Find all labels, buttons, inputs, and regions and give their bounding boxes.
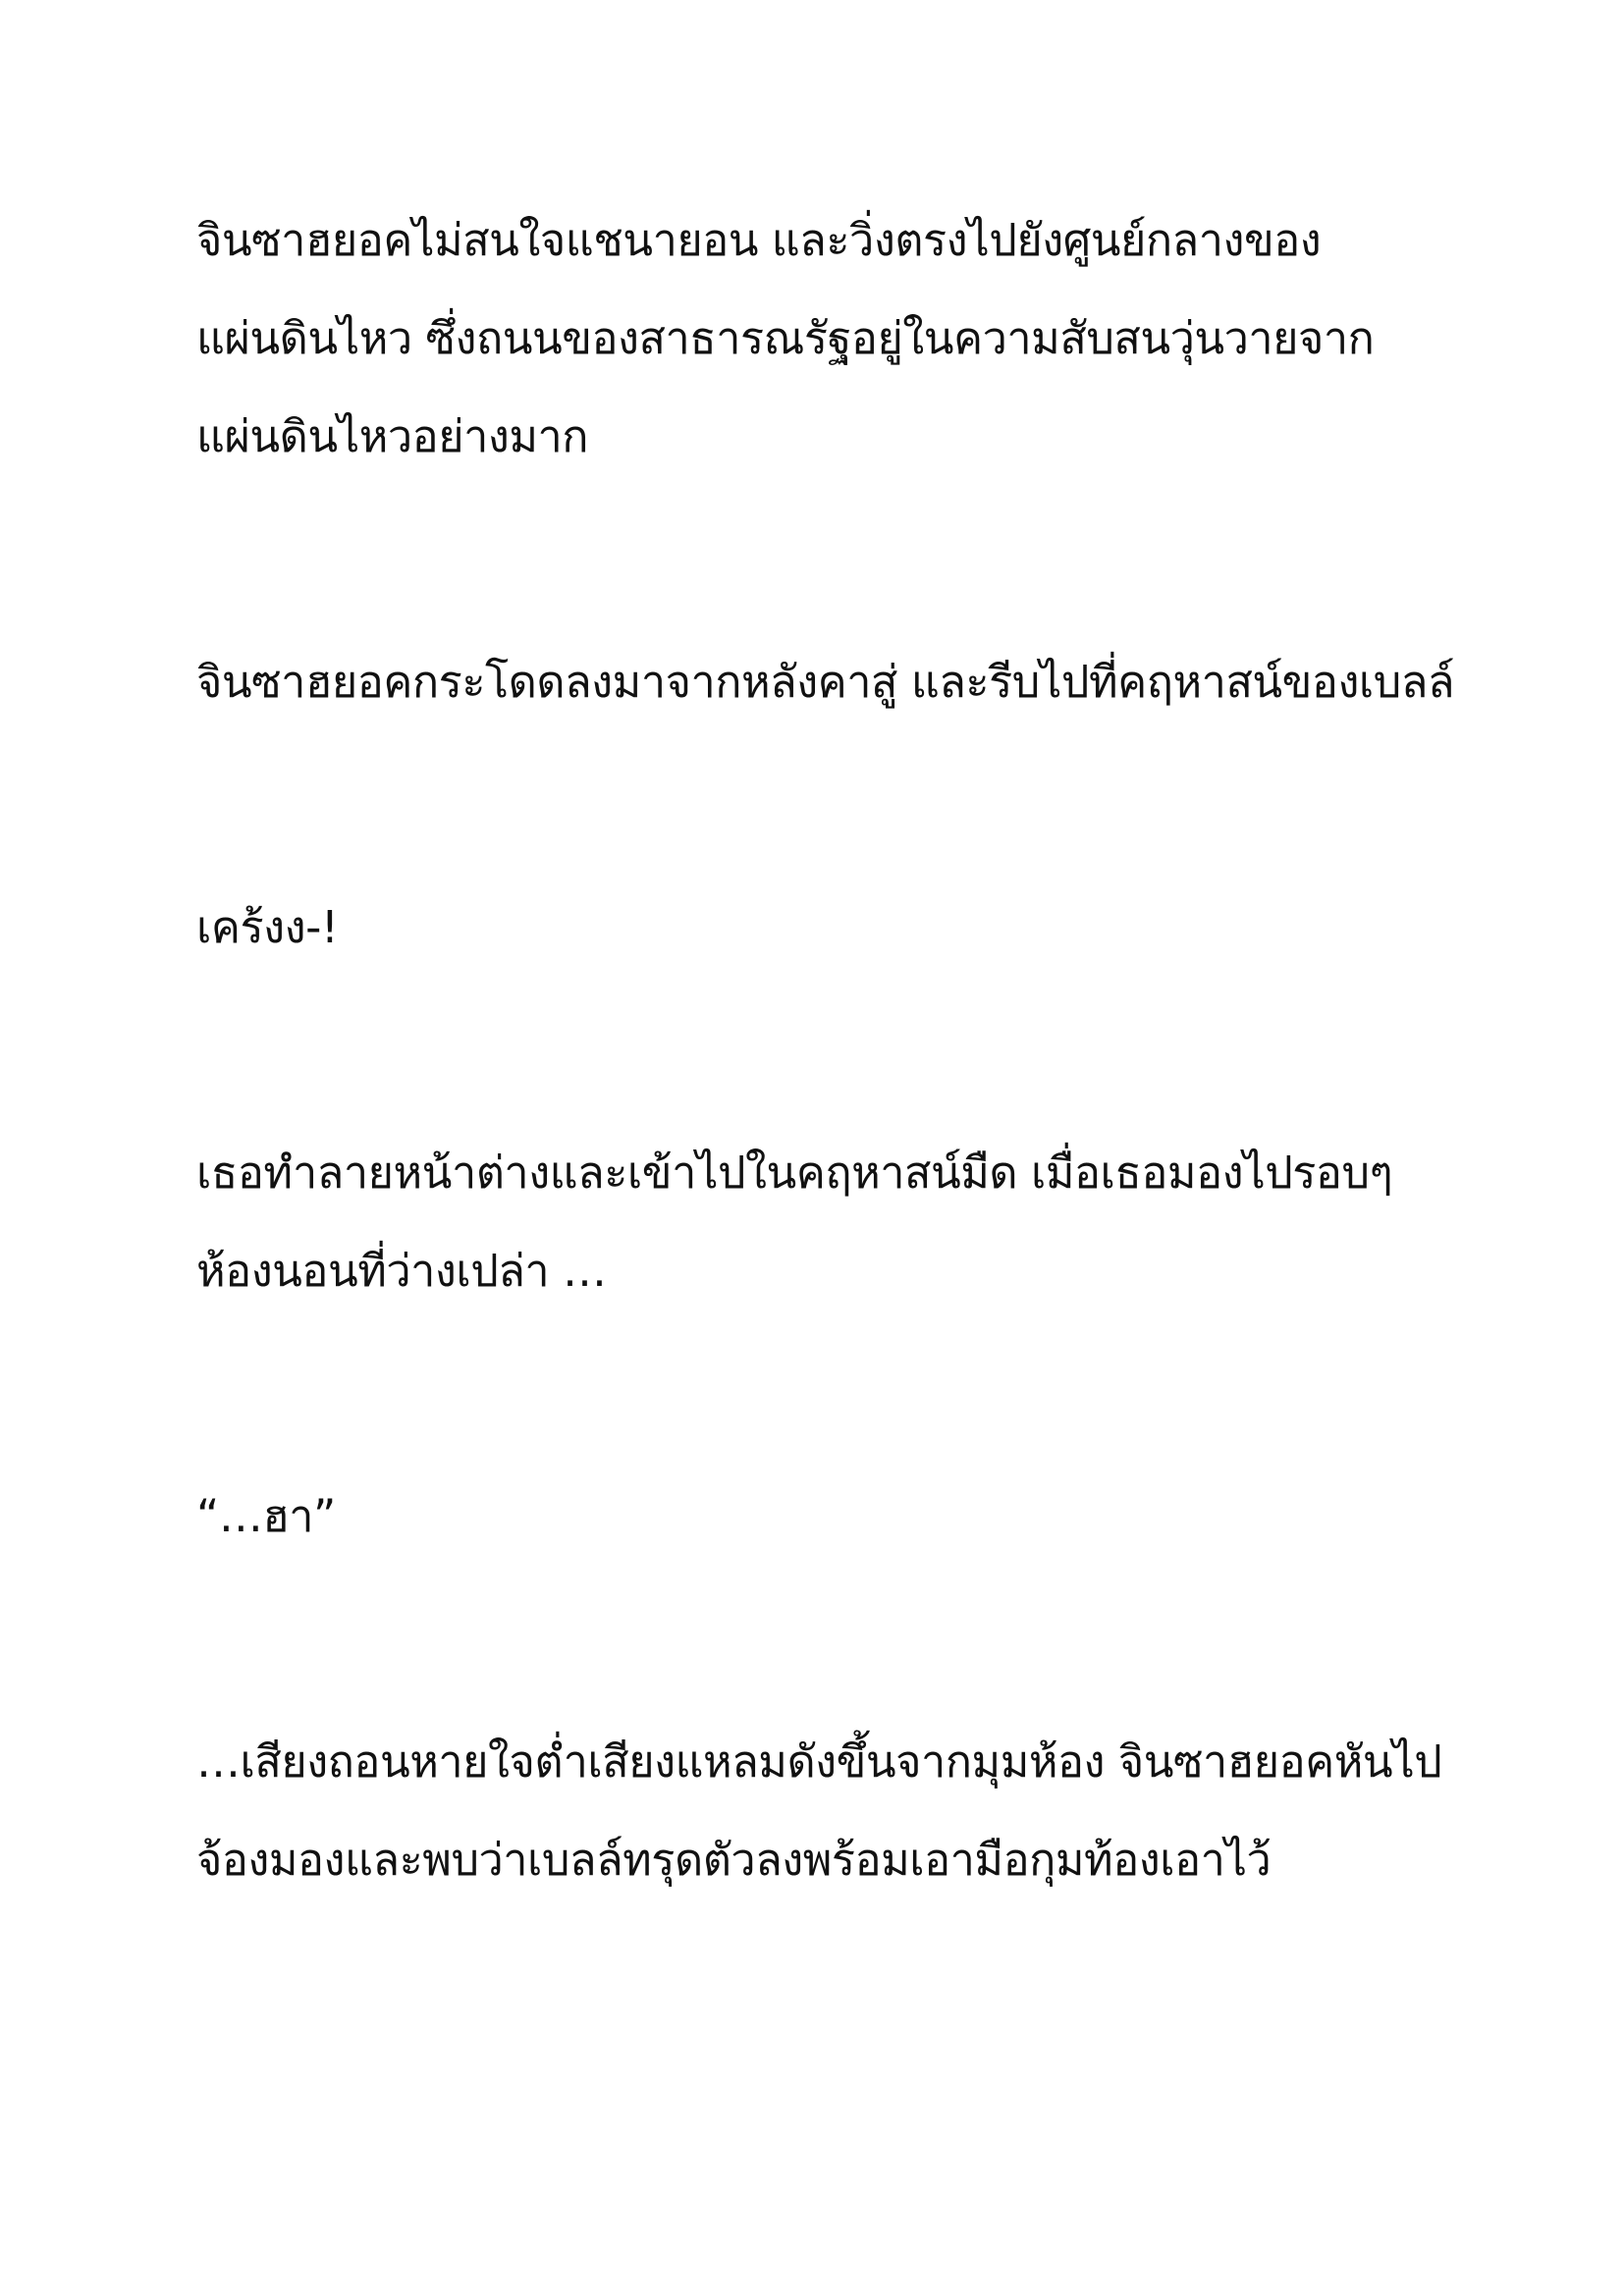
sound-effect-line: เคร้งง-!: [196, 901, 339, 953]
dialogue-line: “…ฮา”: [196, 1490, 336, 1542]
paragraph-1-line-3: แผ่นดินไหวอย่างมาก: [196, 410, 588, 462]
paragraph-3-line-2: ห้องนอนที่ว่างเปล่า …: [196, 1245, 607, 1297]
paragraph-4-line-2: จ้องมองและพบว่าเบลล์ทรุดตัวลงพร้อมเอามือกุมท้องเอาไว้: [196, 1834, 1272, 1886]
paragraph-3-line-1: เธอทำลายหน้าต่างและเข้าไปในคฤหาสน์มืด เมื่อเธอมองไปรอบๆ: [196, 1147, 1393, 1199]
paragraph-1-line-1: จินซาฮยอคไม่สนใจแชนายอน และวิ่งตรงไปยังศูนย์กลางของ: [196, 214, 1322, 266]
paragraph-4-line-1: …เสียงถอนหายใจต่ำเสียงแหลมดังขึ้นจากมุมห้อง จินซาฮยอคหันไป: [196, 1735, 1442, 1788]
paragraph-2-line-1: จินซาฮยอคกระโดดลงมาจากหลังคาสู่ และรีบไปที่คฤหาสน์ของเบลล์: [196, 656, 1455, 708]
paragraph-1-line-2: แผ่นดินไหว ซึ่งถนนของสาธารณรัฐอยู่ในความสับสนวุ่นวายจาก: [196, 312, 1375, 364]
